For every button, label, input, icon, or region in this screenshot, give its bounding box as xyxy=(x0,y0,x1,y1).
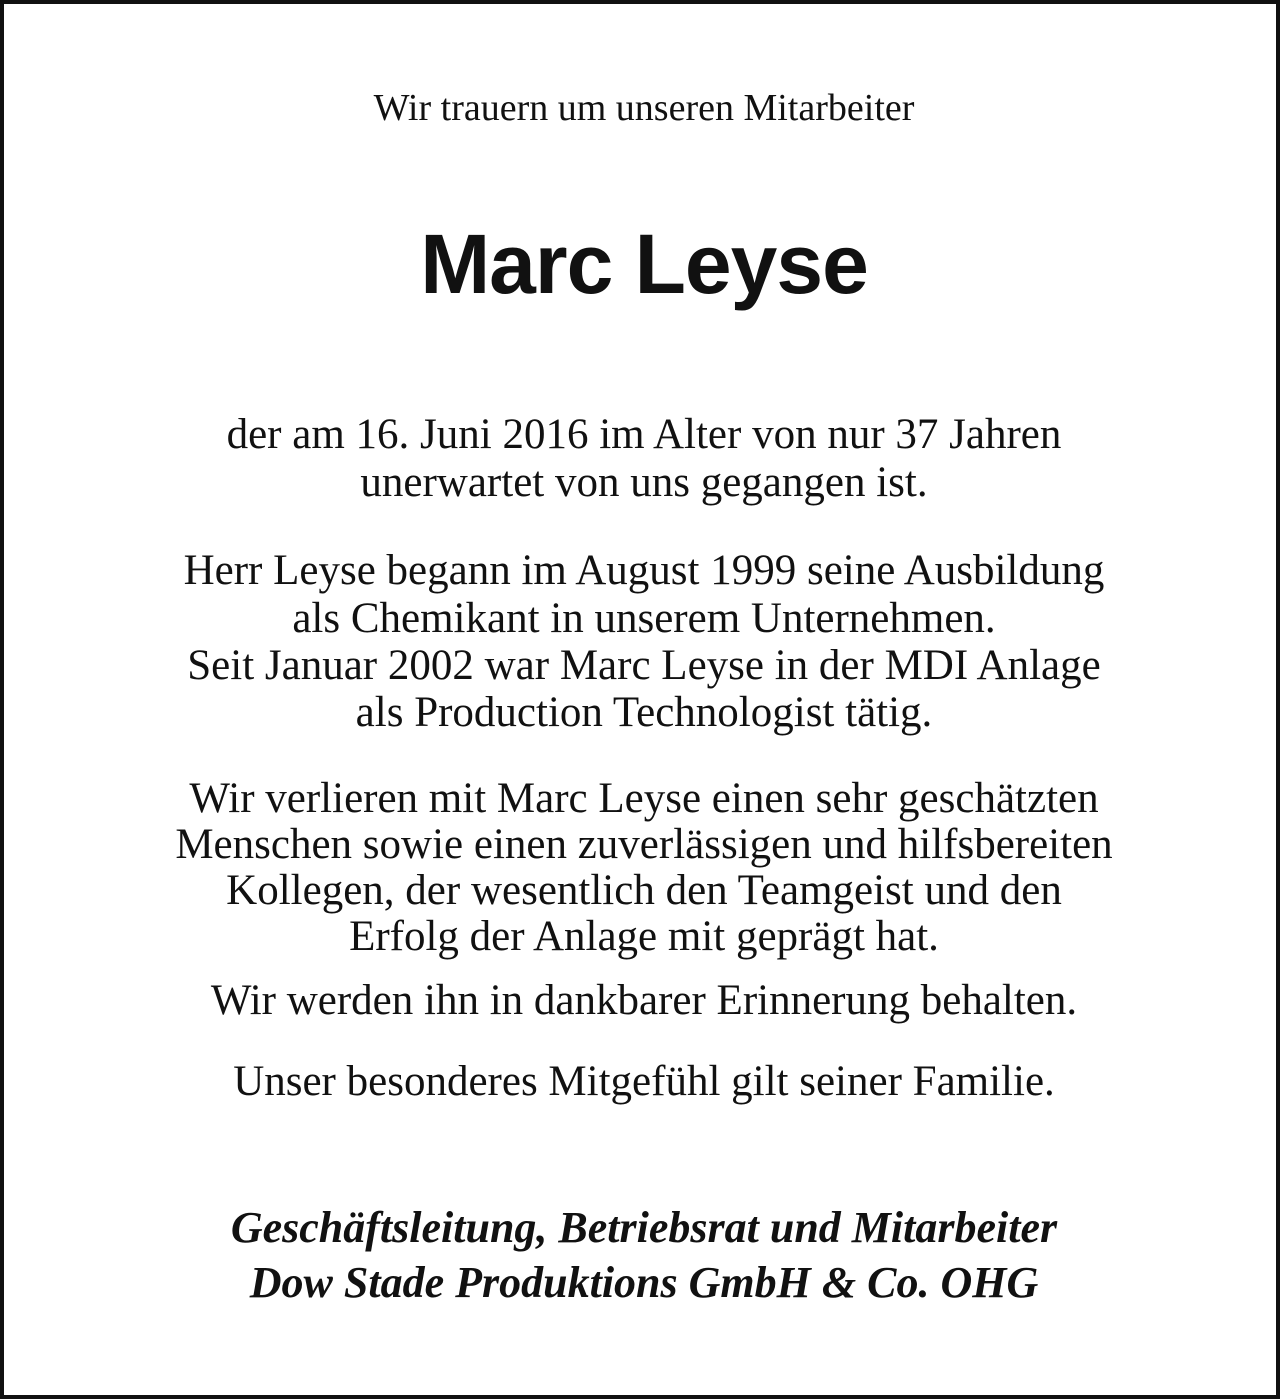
paragraph-2-line-2: als Chemikant in unserem Unternehmen. xyxy=(292,595,996,642)
deceased-name: Marc Leyse xyxy=(420,217,868,311)
paragraph-3-line-4: Erfolg der Anlage mit geprägt hat. xyxy=(349,913,939,960)
paragraph-3-line-1: Wir verlieren mit Marc Leyse einen sehr geschätzten xyxy=(189,775,1099,822)
paragraph-5: Unser besonderes Mitgefühl gilt seiner Familie. xyxy=(233,1058,1055,1105)
paragraph-3-line-3: Kollegen, der wesentlich den Teamgeist und den xyxy=(226,867,1062,914)
paragraph-2-line-4: als Production Technologist tätig. xyxy=(355,689,933,736)
paragraph-1-line-1: der am 16. Juni 2016 im Alter von nur 37 Jahren xyxy=(226,411,1062,458)
signature-line-2: Dow Stade Produktions GmbH & Co. OHG xyxy=(249,1258,1039,1307)
paragraph-2-line-1: Herr Leyse begann im August 1999 seine Ausbildung xyxy=(183,547,1105,594)
paragraph-4: Wir werden ihn in dankbarer Erinnerung behalten. xyxy=(210,977,1078,1024)
intro-line: Wir trauern um unseren Mitarbeiter xyxy=(373,87,915,129)
signature-line-1: Geschäftsleitung, Betriebsrat und Mitarbeiter xyxy=(230,1203,1058,1252)
paragraph-3-line-2: Menschen sowie einen zuverlässigen und hilfsbereiten xyxy=(175,821,1113,868)
paragraph-1-line-2: unerwartet von uns gegangen ist. xyxy=(360,459,928,506)
paragraph-2-line-3: Seit Januar 2002 war Marc Leyse in der MDI Anlage xyxy=(187,642,1101,689)
